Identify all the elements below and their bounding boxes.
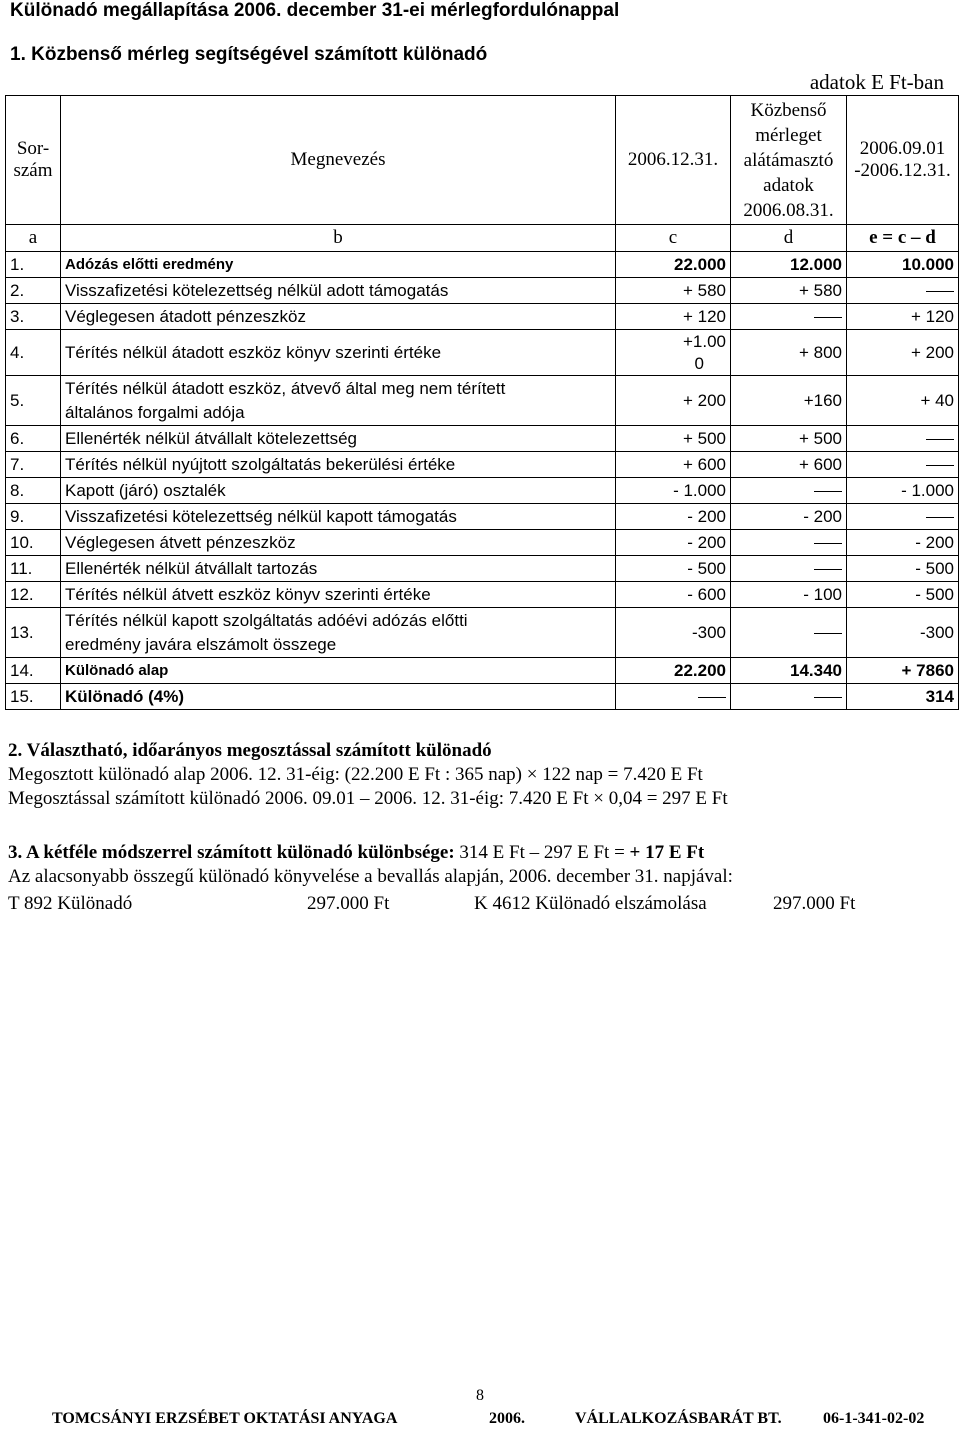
header-col-c: 2006.12.31. (616, 96, 731, 225)
row-number: 7. (6, 452, 61, 478)
letter-b: b (61, 225, 616, 252)
row-label: Térítés nélkül nyújtott szolgáltatás bekerülési értéke (61, 452, 616, 478)
row-value-d: + 500 (731, 426, 847, 452)
dash-mark (814, 491, 842, 492)
row-value-e (847, 504, 959, 530)
row-number: 15. (6, 684, 61, 710)
dash-mark (814, 317, 842, 318)
dash-mark (926, 465, 954, 466)
section3-line1: Az alacsonyabb összegű különadó könyvelése a bevallás alapján, 2006. december 31. napjával: (8, 866, 733, 887)
row-label: Térítés nélkül kapott szolgáltatás adóévi adózás előtti eredmény javára elszámolt összege (61, 608, 616, 658)
row-value-c: - 600 (616, 582, 731, 608)
table-row (6, 530, 959, 556)
row-value-c: - 200 (616, 504, 731, 530)
table-row (6, 478, 959, 504)
row-label: Adózás előtti eredmény (61, 252, 616, 278)
row-value-d: + 800 (731, 330, 847, 376)
row-number: 4. (6, 330, 61, 376)
row-value-e: + 200 (847, 330, 959, 376)
table-row (6, 582, 959, 608)
row-value-c: + 580 (616, 278, 731, 304)
section3 (8, 842, 733, 888)
table-row (6, 330, 959, 376)
row-number: 3. (6, 304, 61, 330)
table-row (6, 252, 959, 278)
row-number: 10. (6, 530, 61, 556)
row-value-d: - 200 (731, 504, 847, 530)
row-number: 2. (6, 278, 61, 304)
row-value-d (731, 684, 847, 710)
letters-row (6, 225, 959, 252)
k-amount: 297.000 Ft (773, 893, 856, 914)
row-value-d: 12.000 (731, 252, 847, 278)
row-value-d (731, 608, 847, 658)
row-value-d: + 580 (731, 278, 847, 304)
section2-title: 2. Választható, időarányos megosztással számított különadó (8, 740, 492, 761)
table-row (6, 452, 959, 478)
row-value-c: 22.200 (616, 658, 731, 684)
row-value-d (731, 530, 847, 556)
row-value-e: - 500 (847, 556, 959, 582)
row-value-c: + 200 (616, 376, 731, 426)
dash-mark (698, 697, 726, 698)
calculation-table (5, 95, 959, 710)
row-label: Különadó (4%) (61, 684, 616, 710)
row-value-e: 314 (847, 684, 959, 710)
section3-title: 3. A kétféle módszerrel számított különadó különbsége: 314 E Ft – 297 E Ft = + 17 E Ft (8, 842, 705, 863)
row-number: 1. (6, 252, 61, 278)
row-value-c: + 600 (616, 452, 731, 478)
row-label: Visszafizetési kötelezettség nélkül adott támogatás (61, 278, 616, 304)
letter-a: a (6, 225, 61, 252)
row-value-e: + 7860 (847, 658, 959, 684)
table-header-row (6, 96, 959, 225)
row-value-e: -300 (847, 608, 959, 658)
dash-mark (926, 291, 954, 292)
footer-author: TOMCSÁNYI ERZSÉBET OKTATÁSI ANYAGA (52, 1410, 398, 1427)
row-label: Térítés nélkül átadott eszköz könyv szerinti értéke (61, 330, 616, 376)
page-number: 8 (476, 1387, 484, 1404)
row-value-c: - 1.000 (616, 478, 731, 504)
row-value-e (847, 278, 959, 304)
row-value-e (847, 452, 959, 478)
row-value-d: +160 (731, 376, 847, 426)
row-number: 6. (6, 426, 61, 452)
footer-phone: 06-1-341-02-02 (823, 1410, 925, 1427)
row-value-e: - 500 (847, 582, 959, 608)
row-value-e: + 40 (847, 376, 959, 426)
row-value-e (847, 426, 959, 452)
table-row (6, 684, 959, 710)
table-row (6, 376, 959, 426)
dash-mark (926, 439, 954, 440)
page-title: Különadó megállapítása 2006. december 31-ei mérlegfordulónappal (10, 0, 620, 21)
header-col-d: Közbenső mérleget alátámasztó adatok 2006.08.31. (731, 96, 847, 225)
row-number: 12. (6, 582, 61, 608)
section2-line2: Megosztással számított különadó 2006. 09.01 – 2006. 12. 31-éig: 7.420 E Ft × 0,04 = 297 E Ft (8, 788, 728, 809)
row-number: 5. (6, 376, 61, 426)
row-value-c: - 500 (616, 556, 731, 582)
dash-mark (814, 633, 842, 634)
letter-c: c (616, 225, 731, 252)
row-value-c: -300 (616, 608, 731, 658)
row-value-d (731, 304, 847, 330)
row-label: Véglegesen átadott pénzeszköz (61, 304, 616, 330)
row-value-c: - 200 (616, 530, 731, 556)
row-value-d: - 100 (731, 582, 847, 608)
row-value-c: 22.000 (616, 252, 731, 278)
unit-label: adatok E Ft-ban (809, 70, 944, 94)
footer-company: VÁLLALKOZÁSBARÁT BT. (575, 1410, 782, 1427)
row-value-d (731, 556, 847, 582)
row-label: Különadó alap (61, 658, 616, 684)
row-value-e: + 120 (847, 304, 959, 330)
table-row (6, 304, 959, 330)
row-label: Térítés nélkül átadott eszköz, átvevő által meg nem térített általános forgalmi adója (61, 376, 616, 426)
row-label: Ellenérték nélkül átvállalt kötelezettség (61, 426, 616, 452)
row-value-d (731, 478, 847, 504)
row-value-d: + 600 (731, 452, 847, 478)
row-label: Visszafizetési kötelezettség nélkül kapott támogatás (61, 504, 616, 530)
dash-mark (926, 517, 954, 518)
header-megnevezes: Megnevezés (61, 96, 616, 225)
row-value-d: 14.340 (731, 658, 847, 684)
header-sorszam: Sor- szám (6, 96, 61, 225)
footer-year: 2006. (489, 1410, 525, 1427)
row-value-c: + 500 (616, 426, 731, 452)
row-label: Térítés nélkül átvett eszköz könyv szerinti értéke (61, 582, 616, 608)
row-label: Ellenérték nélkül átvállalt tartozás (61, 556, 616, 582)
row-label: Véglegesen átvett pénzeszköz (61, 530, 616, 556)
section2 (8, 740, 728, 810)
row-number: 11. (6, 556, 61, 582)
header-col-e: 2006.09.01 -2006.12.31. (847, 96, 959, 225)
t-account: T 892 Különadó (8, 893, 133, 914)
letter-d: d (731, 225, 847, 252)
row-value-c (616, 684, 731, 710)
t-amount: 297.000 Ft (307, 893, 390, 914)
row-number: 8. (6, 478, 61, 504)
table-row (6, 608, 959, 658)
table-row (6, 504, 959, 530)
table-row (6, 278, 959, 304)
section1-title: 1. Közbenső mérleg segítségével számított különadó (10, 44, 488, 65)
row-value-c: + 120 (616, 304, 731, 330)
row-number: 14. (6, 658, 61, 684)
row-label: Kapott (járó) osztalék (61, 478, 616, 504)
row-value-e: 10.000 (847, 252, 959, 278)
row-number: 13. (6, 608, 61, 658)
dash-mark (814, 697, 842, 698)
dash-mark (814, 543, 842, 544)
row-value-c: +1.00 0 (616, 330, 731, 376)
table-row (6, 426, 959, 452)
row-value-e: - 200 (847, 530, 959, 556)
table-row (6, 658, 959, 684)
row-number: 9. (6, 504, 61, 530)
section2-line1: Megosztott különadó alap 2006. 12. 31-éig: (22.200 E Ft : 365 nap) × 122 nap = 7.420 E Ft (8, 764, 703, 785)
table-row (6, 556, 959, 582)
dash-mark (814, 569, 842, 570)
letter-e: e = c – d (847, 225, 959, 252)
k-account: K 4612 Különadó elszámolása (474, 893, 707, 914)
row-value-e: - 1.000 (847, 478, 959, 504)
